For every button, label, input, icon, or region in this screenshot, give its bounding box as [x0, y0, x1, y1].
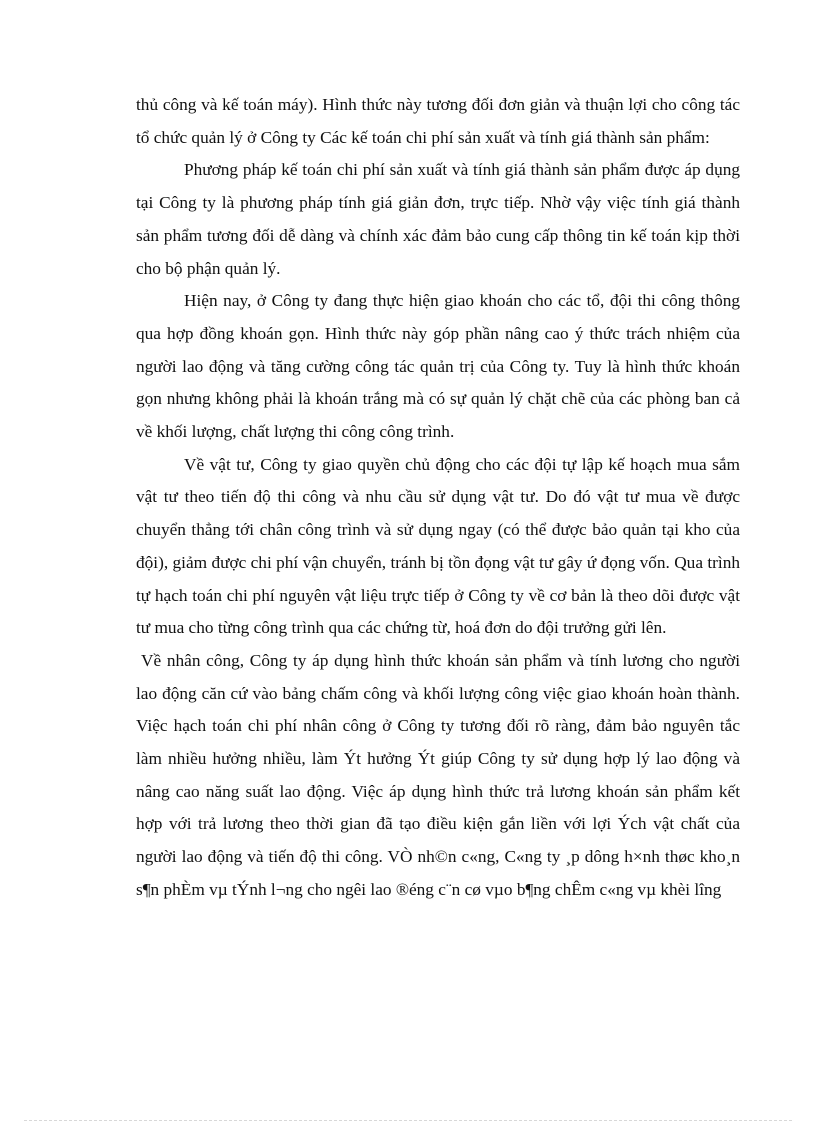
- paragraph-contracting: Hiện nay, ở Công ty đang thực hiện giao khoán cho các tổ, đội thi công thông qua hợp đồng khoán gọn. Hình thức này góp phần nâng cao ý thức trách nhiệm của người lao động và tăng cường công tác quản trị của Công ty. Tuy là hình thức khoán gọn nhưng không phải là khoán trắng mà có sự quản lý chặt chẽ của các phòng ban cả về khối lượng, chất lượng thi công công trình.: [136, 291, 740, 442]
- paragraph-labor: Về nhân công, Công ty áp dụng hình thức khoán sản phẩm và tính lương cho người lao động căn cứ vào bảng chấm công và khối lượng công việc giao khoán hoàn thành. Việc hạch toán chi phí nhân công ở Công ty tương đối rõ ràng, đảm bảo nguyên tắc làm nhiều hưởng nhiều, làm Ýt hưởng Ýt giúp Công ty sử dụng hợp lý lao động và nâng cao năng suất lao động. Việc áp dụng hình thức trả lương khoán sản phẩm kết hợp với trả lương theo thời gian đã tạo điều kiện gắn liền với lợi Ých vật chất của người lao động và tiến độ thi công. VÒ nh©n c«ng, C«ng ty ¸p dông h×nh thøc kho¸n s¶n phÈm vµ tÝnh l¬ng cho ngêi lao ®éng c¨n cø vµo b¶ng chÊm c«ng vµ khèi lîng: [136, 650, 740, 899]
- paragraph-materials: Về vật tư, Công ty giao quyền chủ động cho các đội tự lập kế hoạch mua sắm vật tư theo tiến độ thi công và nhu cầu sử dụng vật tư. Do đó vật tư mua về được chuyển thẳng tới chân công trình và sử dụng ngay (có thể được bảo quản tại kho của đội), giảm được chi phí vận chuyển, tránh bị tồn đọng vật tư gây ứ đọng vốn. Qua trình tự hạch toán chi phí nguyên vật liệu trực tiếp ở Công ty về cơ bản là theo dõi được vật tư mua cho từng công trình qua các chứng từ, hoá đơn do đội trưởng gửi lên.: [136, 454, 740, 638]
- document-page: [136, 89, 740, 907]
- paragraph-intro: thủ công và kế toán máy). Hình thức này tương đối đơn giản và thuận lợi cho công tác tổ chức quản lý ở Công ty Các kế toán chi phí sản xuất và tính giá thành sản phẩm:: [136, 95, 740, 147]
- paragraph-method: Phương pháp kế toán chi phí sản xuất và tính giá thành sản phẩm được áp dụng tại Công ty là phương pháp tính giá giản đơn, trực tiếp. Nhờ vậy việc tính giá thành sản phẩm tương đối dễ dàng và chính xác đảm bảo cung cấp thông tin kế toán kịp thời cho bộ phận quản lý.: [136, 160, 740, 278]
- page-bottom-divider: [24, 1120, 792, 1121]
